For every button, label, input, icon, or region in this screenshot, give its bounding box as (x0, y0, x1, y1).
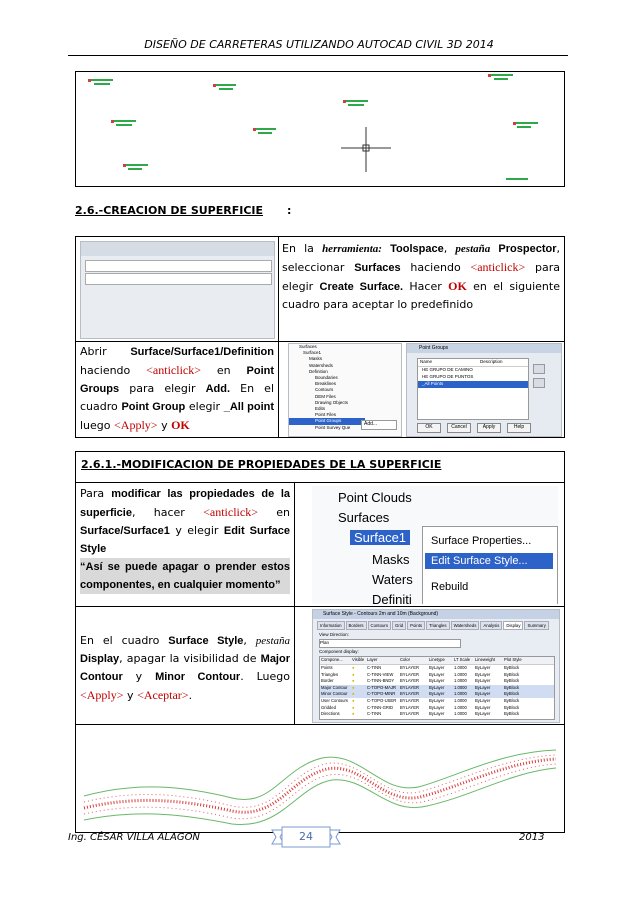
tree-item[interactable]: Contours (315, 387, 334, 393)
table-cell: Points (321, 665, 333, 670)
column-header: Layer (367, 657, 378, 662)
table-cell: ByBlock (504, 711, 520, 717)
t: modificar las propiedades de la superficie (80, 488, 290, 519)
table-cell: BYLAYER (400, 704, 420, 710)
cad-points-image (75, 71, 565, 187)
dialog-tab[interactable]: Triangles (426, 621, 450, 630)
dialog-tab[interactable]: Watersheds (451, 621, 480, 630)
t: seleccionar (282, 261, 345, 274)
t: <anticlick> (146, 363, 202, 377)
t: pestaña (255, 635, 291, 647)
move-up-button[interactable] (533, 364, 545, 374)
col-desc: Description (480, 359, 503, 364)
table-cell: ByLayer (429, 684, 445, 690)
cad-points-drawing (76, 72, 564, 186)
t: OK (448, 279, 467, 293)
apply-button[interactable]: Apply (477, 423, 501, 433)
t: Surfaces (354, 262, 401, 274)
t: herramienta: (322, 243, 382, 255)
t: Hacer (409, 280, 442, 293)
table-cell: ByLayer (475, 691, 491, 697)
view-select[interactable] (85, 273, 272, 285)
toolspace-titlebar (81, 242, 274, 256)
t: Surface/Surface1 (80, 525, 170, 537)
t: OK (171, 418, 190, 432)
t: En el cuadro (80, 382, 275, 413)
t: y (127, 689, 134, 702)
table-cell: BYLAYER (400, 678, 420, 684)
t: haciendo (410, 261, 461, 274)
visible-bulb-icon[interactable]: ● (352, 704, 355, 710)
visible-bulb-icon[interactable]: ● (352, 684, 355, 690)
dialog-tabs (317, 621, 550, 630)
table-cell: 1.0000 (454, 684, 467, 690)
tree-point-clouds[interactable]: Point Clouds (338, 490, 412, 505)
table-cell: ByLayer (429, 691, 445, 697)
column-header: Linetype (429, 657, 445, 662)
t: . Luego (240, 670, 290, 683)
table-cell: ByLayer (429, 704, 445, 710)
search-input[interactable] (85, 260, 272, 272)
row-divider (76, 482, 564, 483)
list-item-all-points[interactable]: _All Points (418, 381, 528, 388)
visible-bulb-icon[interactable]: ● (352, 665, 355, 670)
t: Para (80, 487, 105, 500)
column-header: Lineweight (475, 657, 496, 662)
table-cell: Directions (321, 711, 340, 717)
row-divider (76, 341, 564, 342)
table-row[interactable] (320, 705, 554, 712)
row4-text (80, 632, 290, 705)
tree-item[interactable]: Surfaces (299, 344, 317, 349)
menu-rebuild[interactable]: Rebuild (431, 581, 469, 593)
column-header: Plot Style (504, 657, 522, 662)
t: , hacer (131, 506, 185, 519)
table-cell: ByBlock (504, 665, 520, 670)
column-header: Color (400, 657, 411, 662)
visible-bulb-icon[interactable]: ● (352, 691, 355, 697)
t: Prospector (498, 243, 557, 255)
surface-style-dialog (312, 609, 560, 723)
dialog-tab[interactable]: Summary (524, 621, 548, 630)
t: Surface/Surface1/Definition (130, 346, 274, 358)
table-cell: C-TOPO-MINR (367, 691, 396, 697)
t: y (135, 670, 143, 683)
table-cell: BYLAYER (400, 671, 420, 677)
col-name: Name (420, 359, 433, 364)
t: y (161, 419, 168, 432)
table-modificacion (75, 451, 565, 833)
t: para elegir (129, 382, 196, 395)
table-cell: BYLAYER (400, 697, 420, 703)
column-header: Visible (352, 657, 365, 662)
column-header: Compone... (321, 657, 343, 662)
menu-surface-properties[interactable]: Surface Properties... (431, 535, 532, 547)
context-menu-add[interactable]: Add... (361, 420, 397, 430)
t: En la (282, 242, 323, 255)
table-divider (294, 606, 295, 724)
table-cell: ByBlock (504, 671, 520, 677)
table-cell: ByLayer (475, 697, 491, 703)
tree-masks[interactable]: Masks (372, 552, 410, 567)
table-cell: ByLayer (429, 711, 445, 717)
table-cell: BYLAYER (400, 665, 420, 670)
table-cell: C-TINN-BNDY (367, 678, 395, 684)
t: haciendo (80, 364, 131, 377)
table-cell: 1.0000 (454, 678, 467, 684)
tree-item[interactable]: Surface1 (303, 350, 322, 356)
t: luego (80, 419, 111, 432)
table-cell: C-TOPO-USER (367, 697, 397, 703)
table-cell: ByLayer (429, 665, 445, 670)
table-cell: ByLayer (429, 671, 445, 677)
table-cell: C-TINN-GRID (367, 704, 394, 710)
t: Display (80, 653, 120, 665)
view-direction-select[interactable]: Plan (319, 639, 461, 648)
row3-quote: “Así se puede apagar o prender estos componentes, en cualquier momento” (80, 558, 290, 594)
component-display-label: Component display: (319, 649, 359, 654)
prospector-tree-screenshot (288, 343, 402, 437)
point-group-list (417, 358, 529, 420)
tree-item[interactable]: Masks (309, 356, 323, 362)
tree-watersheds[interactable]: Waters (372, 572, 413, 587)
surface-context-screenshot (312, 486, 558, 604)
table-cell: Minor Contour (321, 691, 348, 697)
t: En el cuadro (80, 634, 160, 647)
list-item[interactable]: HE GRUPO DE PUNTOS (422, 374, 474, 379)
dialog-tab[interactable]: Grid (392, 621, 406, 630)
t: en el siguiente cuadro para aceptar lo predefinido (282, 280, 560, 311)
table-row[interactable] (320, 665, 554, 672)
table-cell: 1.0000 (454, 665, 467, 670)
t: Major Contour (80, 653, 290, 683)
table-cell: Major Contour (321, 684, 348, 690)
surface-context-menu (422, 526, 558, 604)
t: <Aceptar> (137, 688, 189, 702)
table-cell: ByLayer (475, 684, 491, 690)
table-cell: C-TOPO-MAJR (367, 684, 397, 690)
table-divider (278, 237, 279, 437)
table-row[interactable] (320, 685, 554, 692)
section-title-text: 2.6.-CREACION DE SUPERFICIE (75, 204, 264, 217)
component-table (319, 656, 555, 720)
row3-text (80, 485, 290, 594)
dialog-tab[interactable]: Information (317, 621, 345, 630)
table-cell: ByLayer (475, 665, 491, 670)
t: Point Groups (80, 365, 275, 395)
move-down-button[interactable] (533, 378, 545, 388)
tree-item[interactable]: Point Files (315, 412, 337, 418)
dialog-tab[interactable]: Analysis (480, 621, 502, 630)
view-direction-label: View Direction: (319, 632, 349, 637)
row-divider (76, 606, 564, 607)
table-cell: Border (321, 678, 334, 684)
page-header: DISEÑO DE CARRETERAS UTILIZANDO AUTOCAD CIVIL 3D 2014 (144, 38, 494, 51)
header-rule (68, 55, 568, 56)
table-row[interactable] (320, 678, 554, 685)
visible-bulb-icon[interactable]: ● (352, 697, 355, 703)
table-row[interactable] (320, 672, 554, 679)
table-cell: 1.0000 (454, 671, 467, 677)
row1-text (282, 240, 560, 314)
tree-item[interactable]: Drawing Objects (315, 399, 349, 405)
table-cell: ByLayer (475, 671, 491, 677)
tree-item[interactable]: Breaklines (315, 381, 337, 387)
table-cell: BYLAYER (400, 711, 420, 717)
table-cell: 1.0000 (454, 704, 467, 710)
table-row[interactable] (320, 691, 554, 698)
t: Abrir (80, 345, 107, 358)
tree-item[interactable]: Point Survey Que (315, 424, 351, 430)
tree-item[interactable]: Boundaries (315, 375, 338, 381)
footer-year: 2013 (519, 832, 545, 843)
table-cell: 1.0000 (454, 711, 467, 717)
table-cell: Triangles (321, 671, 339, 677)
section-title-2-6 (75, 204, 263, 217)
table-cell: ByLayer (429, 697, 445, 703)
table-creacion (75, 236, 565, 438)
t: . (188, 689, 193, 702)
t: y elegir (175, 524, 219, 537)
t: <Apply> (80, 688, 124, 702)
t: en (276, 506, 291, 519)
t: , apagar la visibilidad de (119, 652, 257, 665)
point-groups-dialog (406, 343, 562, 437)
t: <anticlick> (203, 505, 258, 519)
t: Point Group (121, 401, 186, 413)
t: pestaña (455, 243, 491, 255)
tree-surface1[interactable]: Surface1 (350, 530, 410, 545)
page-number-badge (270, 826, 342, 848)
t: elegir (188, 400, 221, 413)
table-cell: ByLayer (475, 704, 491, 710)
t: para elegir (282, 261, 561, 293)
t: Edit Surface Style (80, 525, 290, 555)
tree-definition[interactable]: Definiti (372, 592, 412, 604)
column-header: LT Scale (454, 657, 471, 662)
visible-bulb-icon[interactable]: ● (352, 678, 355, 684)
section-colon: : (287, 204, 292, 217)
table-cell: ByLayer (475, 711, 491, 717)
table-cell: ByBlock (504, 678, 520, 684)
table-cell: C-TINN-VIEW (367, 671, 394, 677)
t: , (443, 242, 448, 255)
table-divider (294, 482, 295, 606)
dialog-tab[interactable]: Points (407, 621, 425, 630)
list-item[interactable]: HE GRUPO DE CAMINO (422, 367, 473, 372)
footer-author: Ing. CÉSAR VILLA ALAGON (68, 832, 200, 843)
tree-item[interactable]: DEM Files (315, 393, 336, 399)
table-cell: User Contours (321, 697, 348, 703)
tree-surfaces[interactable]: Surfaces (338, 510, 390, 525)
t: Toolspace (390, 243, 444, 255)
t: Surface Style (168, 635, 244, 647)
t: <Apply> (114, 418, 158, 432)
ok-button[interactable]: OK (417, 423, 441, 433)
table-cell: BYLAYER (400, 684, 420, 690)
tree-item[interactable]: Edits (315, 406, 326, 412)
tree-item[interactable]: Definition (309, 368, 328, 374)
t: _All point (223, 401, 275, 413)
road-surface-image (82, 728, 558, 828)
table-cell: C-TINN (367, 665, 382, 670)
table-cell: 1.0000 (454, 697, 467, 703)
dialog-title: Surface Style - Contours 2m and 10m (Background) (313, 610, 559, 619)
visible-bulb-icon[interactable]: ● (352, 711, 355, 717)
menu-edit-surface-style[interactable]: Edit Surface Style... (425, 553, 553, 569)
tree-item-point-groups[interactable]: Point Groups (289, 418, 365, 424)
dialog-tab[interactable]: Display (503, 621, 523, 630)
table-cell: Gridded (321, 704, 336, 710)
t: Create Surface. (319, 281, 404, 293)
page-number: 24 (299, 830, 313, 843)
t: Add. (205, 383, 231, 395)
row2-text (80, 343, 274, 435)
t: <anticlick> (470, 260, 526, 274)
dialog-tab[interactable]: Borders (346, 621, 367, 630)
table-row[interactable] (320, 711, 554, 718)
toolspace-screenshot (80, 241, 275, 339)
dialog-tab[interactable]: Contours (368, 621, 391, 630)
row-divider (76, 724, 564, 725)
t: en (216, 364, 231, 377)
table-cell: 1.0000 (454, 691, 467, 697)
table-cell: BYLAYER (400, 691, 420, 697)
table-cell: ByLayer (429, 678, 445, 684)
help-button[interactable]: Help (507, 423, 531, 433)
dialog-title: Point Groups (407, 344, 561, 353)
t: Minor Contour (155, 671, 241, 683)
t: , (556, 242, 560, 255)
road-surface-drawing (82, 728, 558, 828)
table-cell: ByBlock (504, 697, 520, 703)
cancel-button[interactable]: Cancel (447, 423, 471, 433)
table-cell: C-TINN (367, 711, 382, 717)
table-cell: ByBlock (504, 704, 520, 710)
tree-item[interactable]: Watersheds (309, 362, 333, 368)
table-cell: ByBlock (504, 684, 520, 690)
table-cell: ByLayer (475, 678, 491, 684)
t: , (243, 634, 247, 647)
table-row[interactable] (320, 698, 554, 705)
table-cell: ByBlock (504, 691, 520, 697)
section-title-2-6-1: 2.6.1.-MODIFICACION DE PROPIEDADES DE LA SUPERFICIE (81, 458, 442, 471)
visible-bulb-icon[interactable]: ● (352, 671, 355, 677)
